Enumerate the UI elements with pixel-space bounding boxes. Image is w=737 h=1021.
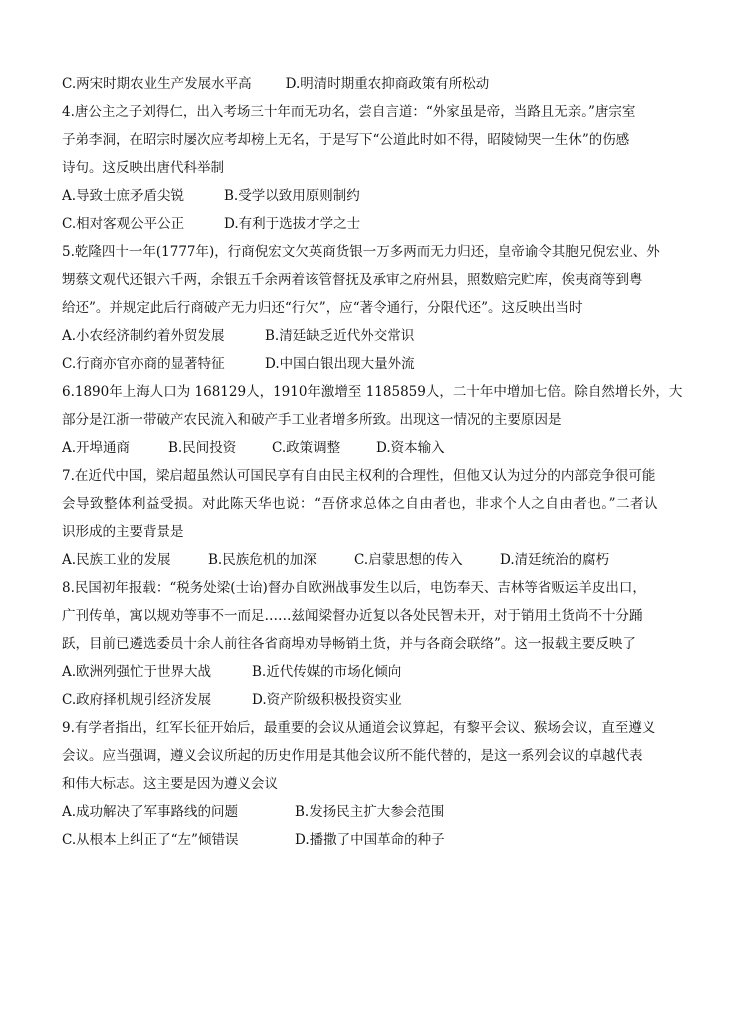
q6-stem-line: 6.1890年上海人口为 168129人，1910年激增至 1185859人，二十年中增加七倍。除自然增长外，大	[62, 384, 682, 400]
q9-option-c: C.从根本上纠正了“左”倾错误	[62, 832, 239, 848]
q8-option-c: C.政府择机规引经济发展	[62, 692, 212, 708]
q3-options-row	[62, 70, 682, 98]
q5-option-c: C.行商亦官亦商的显著特征	[62, 356, 225, 372]
q4-option-c: C.相对客观公平公正	[62, 216, 185, 232]
q8-stem-line: 跃，目前已遴选委员十余人前往各省商埠劝导畅销土货，并与各商会联络”。这一报载主要反映了	[62, 636, 636, 652]
q4-options-row	[62, 210, 682, 238]
q4-option-b: B.受学以致用原则制约	[224, 188, 360, 204]
q6-option-c: C.政策调整	[272, 440, 341, 456]
q5-options-row	[62, 322, 682, 350]
q5-stem-line: 给还”。并规定此后行商破产无力归还“行欠”，应“著令通行，分限代还”。这反映出当时	[62, 300, 583, 316]
q5-option-a: A.小农经济制约着外贸发展	[62, 328, 225, 344]
q7-option-b: B.民族危机的加深	[208, 552, 317, 568]
q7-stem-line: 识形成的主要背景是	[62, 524, 184, 540]
q4-option-a: A.导致士庶矛盾尖锐	[62, 188, 185, 204]
q5-options-row	[62, 350, 682, 378]
q9-options-row	[62, 826, 682, 854]
q7-stem-line: 7.在近代中国，梁启超虽然认可国民享有自由民主权利的合理性，但他又认为过分的内部竞争很可能	[62, 468, 656, 484]
q4-stem-line: 子弟李洞，在昭宗时屡次应考却榜上无名，于是写下“公道此时如不得，昭陵恸哭一生休”的伤感	[62, 132, 630, 148]
q9-stem-line: 会议。应当强调，遵义会议所起的历史作用是其他会议所不能代替的，是这一系列会议的卓越代表	[62, 748, 643, 764]
q3-option-d: D.明清时期重农抑商政策有所松动	[285, 76, 490, 92]
q4-option-d: D.有利于选拔才学之士	[224, 216, 361, 232]
q5-option-d: D.中国白银出现大量外流	[265, 356, 415, 372]
q6-option-a: A.开埠通商	[62, 440, 131, 456]
q8-stem-line: 8.民国初年报载：“税务处梁(士诒)督办自欧洲战事发生以后，电饬奉天、吉林等省贩运羊皮出口，	[62, 580, 646, 596]
q7-stem-line: 会导致整体利益受损。对此陈天华也说：“吾侪求总体之自由者也，非求个人之自由者也。”二者认	[62, 496, 659, 512]
q9-option-b: B.发扬民主扩大参会范围	[295, 804, 445, 820]
q7-option-a: A.民族工业的发展	[62, 552, 171, 568]
q4-options-row	[62, 182, 682, 210]
q9-stem-line: 9.有学者指出，红军长征开始后，最重要的会议从通道会议算起，有黎平会议、猴场会议，直至遵义	[62, 720, 656, 736]
q9-options-row	[62, 798, 682, 826]
exam-page	[62, 70, 682, 854]
q8-options-row	[62, 658, 682, 686]
q5-stem-line: 5.乾隆四十一年(1777年)，行商倪宏文欠英商货银一万多两而无力归还，皇帝谕令其胞兄倪宏业、外	[62, 244, 660, 260]
q9-option-a: A.成功解决了军事路线的问题	[62, 804, 239, 820]
q5-option-b: B.清廷缺乏近代外交常识	[265, 328, 415, 344]
q6-options-row	[62, 434, 682, 462]
q9-stem-line: 和伟大标志。这主要是因为遵义会议	[62, 776, 278, 792]
q8-stem-line: 广刊传单，寓以规劝等事不一而足……兹闻梁督办近复以各处民智未开，对于销用土货尚不十分踊	[62, 608, 643, 624]
q6-option-d: D.资本输入	[376, 440, 445, 456]
q7-options-row	[62, 546, 682, 574]
q8-option-a: A.欧洲列强忙于世界大战	[62, 664, 212, 680]
q3-option-c: C.两宋时期农业生产发展水平高	[62, 76, 252, 92]
q9-option-d: D.播撒了中国革命的种子	[295, 832, 445, 848]
q6-option-b: B.民间投资	[168, 440, 237, 456]
q5-stem-line: 甥蔡文观代还银六千两，余银五千余两着该管督抚及承审之府州县，照数赔完贮库，俟夷商等到粤	[62, 272, 643, 288]
q4-stem-line: 诗句。这反映出唐代科举制	[62, 160, 224, 176]
q8-option-b: B.近代传媒的市场化倾向	[252, 664, 402, 680]
q7-option-c: C.启蒙思想的传入	[354, 552, 463, 568]
q4-stem-line: 4.唐公主之子刘得仁，出入考场三十年而无功名，尝自言道：“外家虽是帝，当路且无亲。”唐宗室	[62, 104, 636, 120]
q8-options-row	[62, 686, 682, 714]
q7-option-d: D.清廷统治的腐朽	[500, 552, 610, 568]
q6-stem-line: 部分是江浙一带破产农民流入和破产手工业者增多所致。出现这一情况的主要原因是	[62, 412, 562, 428]
q8-option-d: D.资产阶级积极投资实业	[252, 692, 402, 708]
